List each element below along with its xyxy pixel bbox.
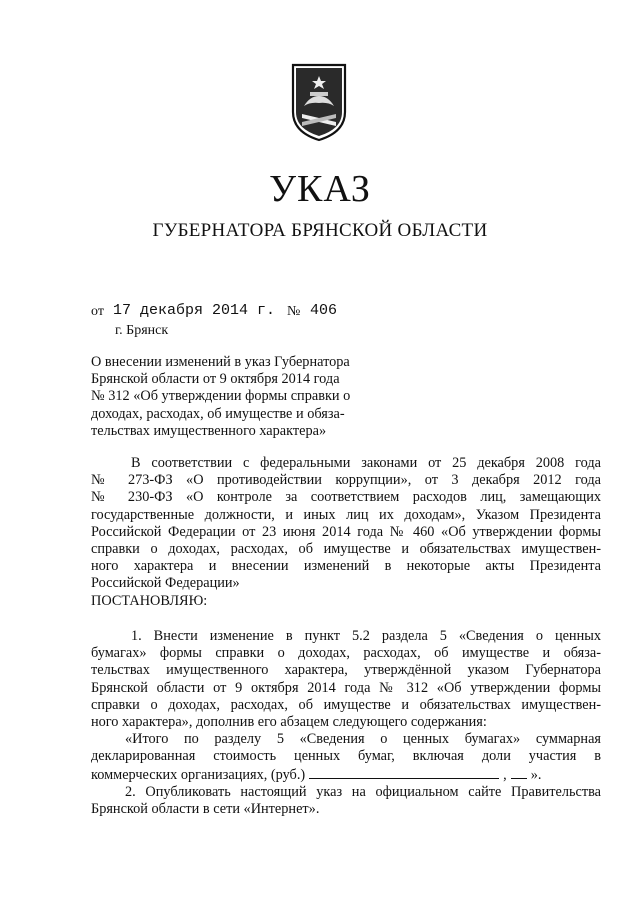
quote-tail-end: ».	[530, 766, 542, 783]
preamble-line: ного характера и внесении изменений в некоторые акты Президента	[91, 558, 601, 575]
preamble-line: В соответствии с федеральными законами от 25 декабря 2008 года	[131, 455, 601, 471]
preamble-line: Российской Федерации от 23 июня 2014 года № 460 «Об утверждении формы	[91, 523, 601, 540]
city: г. Брянск	[115, 323, 169, 338]
preamble	[91, 455, 601, 610]
clauses	[91, 628, 601, 818]
subject-line: № 312 «Об утверждении формы справки о	[91, 388, 351, 405]
subject-line: Брянской области от 9 октября 2014 года	[91, 371, 340, 388]
clause-1-line: Брянской области от 9 октября 2014 года № 312 «Об утверждении формы	[91, 679, 601, 696]
preamble-line: справки о доходах, расходах, об имуществе и обязательствах имуществен-	[91, 541, 601, 558]
bryansk-coat-of-arms-icon	[290, 62, 348, 142]
preamble-line: государственные должности, и иных лиц их доходам», Указом Президента	[91, 506, 601, 523]
number-prefix: №	[287, 304, 301, 319]
quote-tail-text: коммерческих организациях, (руб.)	[91, 766, 306, 783]
quote-line: «Итого по разделу 5 «Сведения о ценных бумагах» суммарная	[125, 731, 601, 748]
subject-line: тельствах имущественного характера»	[91, 422, 327, 439]
quote-line: декларированная стоимость ценных бумаг, включая доли участия в	[91, 748, 601, 765]
decree-number: 406	[310, 302, 338, 319]
clause-1-line: бумагах» формы справки о доходах, расходах, об имуществе и обяза-	[91, 645, 601, 662]
clause-1-line: справки о доходах, расходах, об имуществе и обязательствах имуществен-	[91, 696, 601, 713]
clause-2-line: 2. Опубликовать настоящий указ на официальном сайте Правительства	[125, 783, 601, 800]
clause-2-line: Брянской области в сети «Интернет».	[91, 801, 320, 818]
document-title: УКАЗ	[269, 168, 371, 210]
document-subtitle: ГУБЕРНАТОРА БРЯНСКОЙ ОБЛАСТИ	[152, 220, 488, 241]
clause-1-line: ного характера», дополнив его абзацем следующего содержания:	[91, 714, 487, 731]
decree-subject	[91, 354, 391, 440]
blank-field	[309, 766, 499, 779]
clause-1-line: тельствах имущественного характера, утверждённой указом Губернатора	[91, 662, 601, 679]
subject-line: О внесении изменений в указ Губернатора	[91, 354, 350, 370]
subject-line: доходах, расходах, об имуществе и обяза-	[91, 405, 345, 422]
preamble-line: № 230-ФЗ «О контроле за соответствием расходов лиц, замещающих	[91, 489, 601, 506]
decree-date: 17 декабря 2014 г.	[113, 302, 276, 319]
preamble-line: Российской Федерации»	[91, 575, 240, 592]
date-prefix: от	[91, 304, 104, 319]
preamble-line: № 273-ФЗ «О противодействии коррупции», от 3 декабря 2012 года	[91, 472, 601, 489]
decree-word: ПОСТАНОВЛЯЮ:	[91, 592, 208, 609]
clause-1-line: 1. Внести изменение в пункт 5.2 раздела 5 «Сведения о ценных	[131, 628, 601, 644]
quote-tail-comma: ,	[503, 766, 507, 783]
quote-tail	[91, 766, 601, 784]
blank-field-short	[511, 766, 527, 779]
